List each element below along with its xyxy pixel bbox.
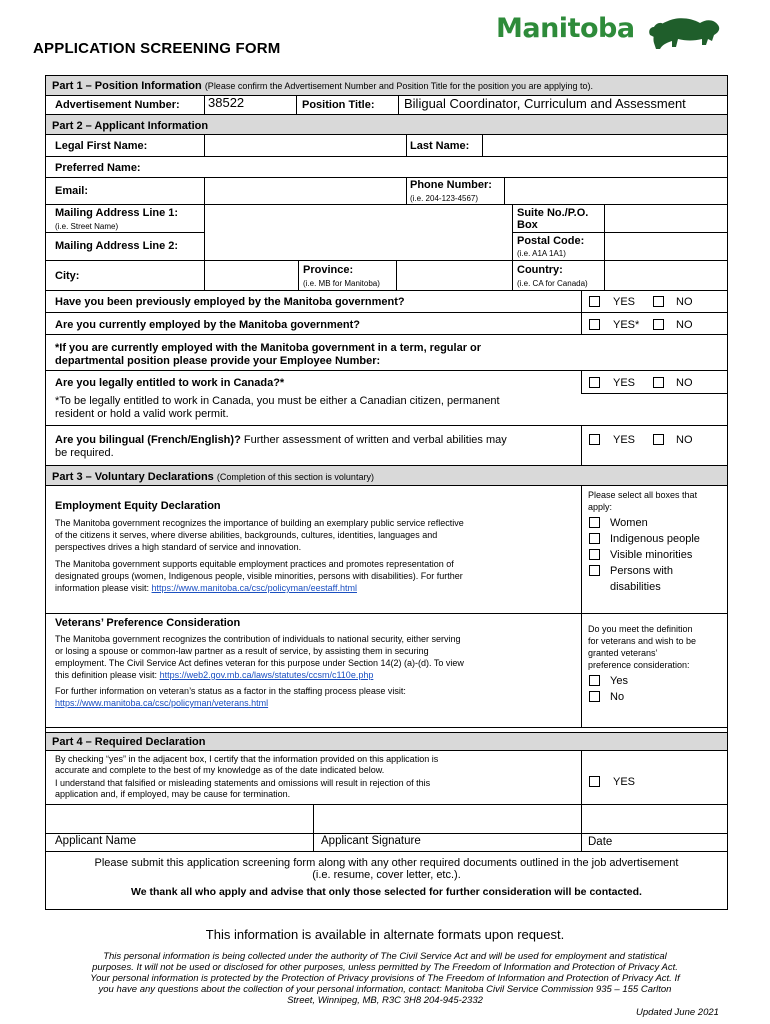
curr-employed-yes-checkbox[interactable] [589, 319, 600, 330]
province-field[interactable] [397, 261, 510, 289]
email-label: Email: [55, 185, 89, 197]
preferred-name-label: Preferred Name: [55, 162, 141, 174]
women-checkbox[interactable] [589, 517, 600, 528]
entitled-note-1: *To be legally entitled to work in Canada, you must be either a Canadian citizen, permanent [55, 395, 500, 407]
bilingual-no-label: NO [676, 434, 693, 446]
manitoba-logo [496, 13, 635, 44]
q-currently-employed: Are you currently employed by the Manitoba government? [55, 319, 360, 331]
part2-heading: Part 2 – Applicant Information [52, 120, 209, 132]
email-field[interactable] [205, 178, 405, 203]
entitled-yes-label: YES [613, 377, 636, 389]
last-name-field[interactable] [483, 135, 726, 155]
ee-p1-3: perspectives drives a high standard of service and innovation. [55, 542, 302, 552]
entitled-no-checkbox[interactable] [653, 377, 664, 388]
bilingual-yes-checkbox[interactable] [589, 434, 600, 445]
ee-p2-1: The Manitoba government supports equitable employment practices and promotes representation of [55, 559, 454, 569]
form-title: APPLICATION SCREENING FORM [33, 40, 281, 57]
vet-link-1[interactable]: https://web2.gov.mb.ca/laws/statutes/ccsm/c110e.php [159, 670, 374, 680]
postal-code-hint: (i.e. A1A 1A1) [517, 249, 566, 258]
women-label: Women [610, 517, 648, 529]
curr-employed-no-label: NO [676, 319, 693, 331]
phone-number-label: Phone Number: [410, 179, 492, 191]
suite-label-2: Box [517, 219, 538, 231]
q-bilingual-2: be required. [55, 447, 114, 459]
veteran-no-checkbox[interactable] [589, 691, 600, 702]
declaration-p1-1: By checking “yes” in the adjacent box, I certify that the information provided on this application is [55, 754, 439, 764]
suite-label: Suite No./P.O. [517, 207, 589, 219]
curr-employed-no-checkbox[interactable] [653, 319, 664, 330]
submit-note-1: Please submit this application screening form along with any other required documents outlined in the job advertisement [94, 857, 679, 869]
q-bilingual: Are you bilingual (French/English)? Further assessment of written and verbal abilities may [55, 434, 507, 446]
alt-formats-note: This information is available in alternate formats upon request. [205, 927, 565, 942]
vet-q-3: granted veterans’ [588, 648, 658, 658]
part4-heading: Part 4 – Required Declaration [52, 736, 206, 748]
position-title-field[interactable]: Biligual Coordinator, Curriculum and Assessment [404, 96, 686, 111]
applicant-name-field[interactable] [47, 805, 313, 833]
ad-number-label: Advertisement Number: [55, 99, 180, 111]
vet-p1-4: this definition please visit: https://web2.gov.mb.ca/laws/statutes/ccsm/c110e.php [55, 670, 374, 680]
veteran-yes-checkbox[interactable] [589, 675, 600, 686]
bilingual-no-checkbox[interactable] [653, 434, 664, 445]
entitled-note-2: resident or hold a valid work permit. [55, 408, 229, 420]
mailing-address-1-field[interactable] [205, 205, 510, 231]
vet-p2-1: For further information on veteran’s status as a factor in the staffing process please visit: [55, 686, 406, 696]
select-all-2: apply: [588, 502, 613, 512]
suite-field[interactable] [605, 205, 726, 231]
submit-note-2: (i.e. resume, cover letter, etc.). [312, 869, 461, 881]
visible-minorities-label: Visible minorities [610, 549, 693, 561]
legal-first-name-field[interactable] [205, 135, 405, 155]
privacy-line-3: Your personal information is protected by the Protection of Privacy provisions of The Freedom of Information and Protection of Privacy Act. If [90, 973, 680, 984]
employee-number-note-2: departmental position please provide your Employee Number: [55, 355, 381, 367]
mailing-address-2-label: Mailing Address Line 2: [55, 240, 179, 252]
part3-heading: Part 3 – Voluntary Declarations (Completion of this section is voluntary) [52, 471, 374, 483]
country-label: Country: [517, 264, 563, 276]
employee-number-note-1: *If you are currently employed with the Manitoba government in a term, regular or [55, 342, 482, 354]
ee-p2-3: information please visit: https://www.manitoba.ca/csc/policyman/eestaff.html [55, 583, 357, 593]
bison-icon [646, 13, 722, 53]
preferred-name-field[interactable] [205, 157, 725, 177]
application-form [45, 75, 728, 910]
applicant-signature-field[interactable] [314, 805, 580, 833]
logo-wordmark: Manitoba [496, 13, 635, 44]
mailing-address-1-hint: (i.e. Street Name) [55, 222, 119, 231]
entitled-yes-checkbox[interactable] [589, 377, 600, 388]
declaration-p2-2: application and, if employed, may be cause for termination. [55, 789, 291, 799]
postal-code-field[interactable] [605, 233, 726, 259]
date-label: Date [588, 836, 613, 848]
ee-title: Employment Equity Declaration [55, 500, 221, 512]
date-field[interactable] [582, 805, 726, 833]
indigenous-label: Indigenous people [610, 533, 700, 545]
select-all-1: Please select all boxes that [588, 490, 698, 500]
prev-employed-yes-label: YES [613, 296, 636, 308]
applicant-name-label: Applicant Name [55, 835, 137, 847]
vet-p1-3: employment. The Civil Service Act defines veteran for this purpose under Section 14(2) (a)-(d). To view [55, 658, 464, 668]
updated-date: Updated June 2021 [636, 1007, 719, 1018]
country-hint: (i.e. CA for Canada) [517, 279, 588, 288]
applicant-signature-label: Applicant Signature [321, 835, 421, 847]
vet-q-2: for veterans and wish to be [588, 636, 697, 646]
curr-employed-yes-label: YES* [613, 319, 640, 331]
province-label: Province: [303, 264, 354, 276]
visible-minorities-checkbox[interactable] [589, 549, 600, 560]
part1-heading: Part 1 – Position Information (Please confirm the Advertisement Number and Position Title for the position you are applying to). [52, 80, 594, 92]
postal-code-label: Postal Code: [517, 235, 585, 247]
privacy-line-4: you have any questions about the collection of your personal information, contact: Manitoba Civil Service Commission 935 – 155 Carlton [98, 984, 672, 995]
bilingual-yes-label: YES [613, 434, 636, 446]
ee-p2-2: designated groups (women, Indigenous people, visible minorities, persons with disabilities). For further [55, 571, 463, 581]
declaration-p1-2: accurate and complete to the best of my knowledge as of the date indicated below. [55, 765, 385, 775]
prev-employed-yes-checkbox[interactable] [589, 296, 600, 307]
mailing-address-2-field[interactable] [205, 233, 510, 259]
vet-p1-1: The Manitoba government recognizes the contribution of individuals to national security, either serving [55, 634, 461, 644]
position-title-label: Position Title: [302, 99, 375, 111]
last-name-label: Last Name: [410, 140, 470, 152]
ee-p1-1: The Manitoba government recognizes the importance of building an exemplary public service reflective [55, 518, 464, 528]
declaration-yes-checkbox[interactable] [589, 776, 600, 787]
privacy-line-5: Street, Winnipeg, MB, R3C 3H8 204-945-2332 [287, 995, 483, 1006]
country-field[interactable] [605, 261, 726, 289]
vet-q-1: Do you meet the definition [588, 624, 693, 634]
vet-p1-2: or losing a spouse or common-law partner as a result of service, by assisting them in securing [55, 646, 429, 656]
city-field[interactable] [205, 261, 297, 289]
ee-link[interactable]: https://www.manitoba.ca/csc/policyman/eestaff.html [151, 583, 357, 593]
prev-employed-no-checkbox[interactable] [653, 296, 664, 307]
declaration-yes-label: YES [613, 776, 636, 788]
legal-first-name-label: Legal First Name: [55, 140, 148, 152]
vet-q-4: preference consideration: [588, 660, 690, 670]
vet-title: Veterans’ Preference Consideration [55, 617, 241, 629]
persons-disabilities-label-2: disabilities [610, 581, 661, 593]
q-previously-employed: Have you been previously employed by the Manitoba government? [55, 296, 405, 308]
vet-link-2[interactable]: https://www.manitoba.ca/csc/policyman/veterans.html [55, 698, 269, 708]
ee-p1-2: of the citizens it serves, where diverse abilities, backgrounds, cultures, identities, languages and [55, 530, 438, 540]
veteran-no-label: No [610, 691, 625, 703]
phone-hint: (i.e. 204-123-4567) [410, 194, 479, 203]
privacy-line-1: This personal information is being collected under the authority of The Civil Service Act and will be used for employment and statistical [103, 951, 667, 962]
indigenous-checkbox[interactable] [589, 533, 600, 544]
employee-number-field[interactable] [426, 348, 726, 368]
entitled-no-label: NO [676, 377, 693, 389]
ad-number-field[interactable]: 38522 [208, 95, 245, 110]
veteran-yes-label: Yes [610, 675, 628, 687]
province-hint: (i.e. MB for Manitoba) [303, 279, 380, 288]
mailing-address-1-label: Mailing Address Line 1: [55, 207, 179, 219]
phone-number-field[interactable] [505, 178, 726, 203]
declaration-p2-1: I understand that falsified or misleading statements and omissions will result in rejection of this [55, 778, 431, 788]
thanks-note: We thank all who apply and advise that only those selected for further consideration will be contacted. [131, 886, 642, 898]
prev-employed-no-label: NO [676, 296, 693, 308]
persons-disabilities-label: Persons with [610, 565, 673, 577]
persons-disabilities-checkbox[interactable] [589, 565, 600, 576]
city-label: City: [55, 270, 80, 282]
privacy-line-2: purposes. It will not be used or disclosed for other purposes, unless permitted by The Freedom of Information and Protection of Privacy Act. [92, 962, 678, 973]
q-entitled-to-work: Are you legally entitled to work in Canada?* [55, 377, 285, 389]
